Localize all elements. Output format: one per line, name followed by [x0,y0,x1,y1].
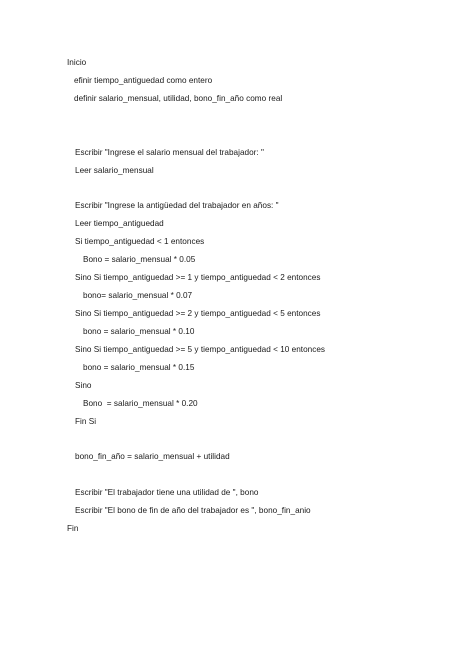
text-line-escribir-salario: Escribir "Ingrese el salario mensual del trabajador: " [75,148,264,157]
text-line-leer-antiguedad: Leer tiempo_antiguedad [75,219,164,228]
text-line-sino-si-1-2: Sino Si tiempo_antiguedad >= 1 y tiempo_antiguedad < 2 entonces [75,273,321,282]
text-line-leer-salario: Leer salario_mensual [75,166,154,175]
text-line-escribir-antiguedad: Escribir "Ingrese la antigüedad del trabajador en años: " [75,201,279,210]
text-line-fin-si: Fin Si [75,417,97,426]
text-line-sino-si-5-10: Sino Si tiempo_antiguedad >= 5 y tiempo_antiguedad < 10 entonces [75,345,326,354]
text-line-bono-fin-ano: bono_fin_año = salario_mensual + utilidad [75,452,230,461]
text-line-inicio: Inicio [67,58,87,67]
text-line-fin: Fin [67,524,79,533]
text-line-escribir-bono-fin: Escribir "El bono de fin de año del trabajador es ", bono_fin_anio [75,506,311,515]
text-line-escribir-utilidad: Escribir "El trabajador tiene una utilidad de ", bono [75,488,259,497]
text-line-sino-si-2-5: Sino Si tiempo_antiguedad >= 2 y tiempo_antiguedad < 5 entonces [75,309,321,318]
text-line-bono-005: Bono = salario_mensual * 0.05 [83,255,196,264]
text-line-sino: Sino [75,381,92,390]
text-line-bono-007: bono= salario_mensual * 0.07 [83,291,193,300]
text-line-bono-020: Bono = salario_mensual * 0.20 [83,399,198,408]
text-line-si-condicion: Si tiempo_antiguedad < 1 entonces [75,237,205,246]
text-line-bono-010: bono = salario_mensual * 0.10 [83,327,195,336]
text-line-definir-real: definir salario_mensual, utilidad, bono_fin_año como real [74,94,283,103]
text-line-definir-entero: efinir tiempo_antiguedad como entero [74,76,213,85]
text-line-bono-015: bono = salario_mensual * 0.15 [83,363,195,372]
